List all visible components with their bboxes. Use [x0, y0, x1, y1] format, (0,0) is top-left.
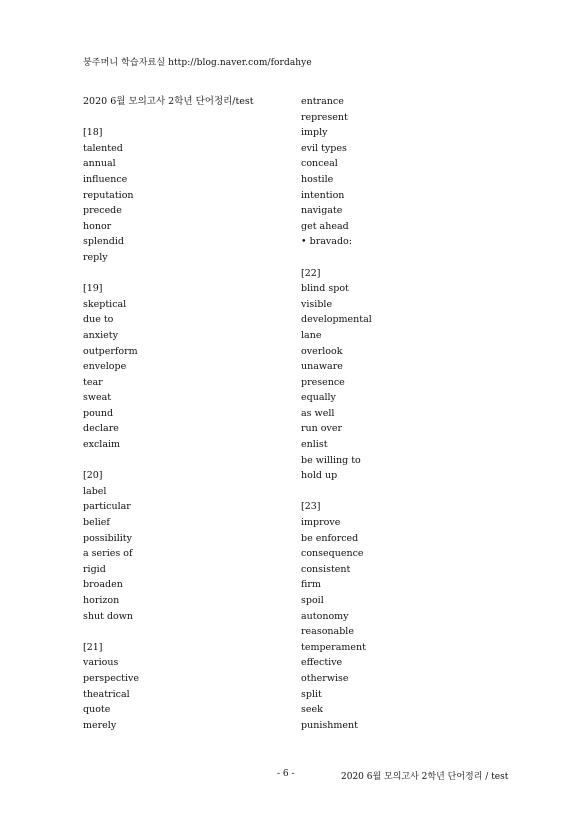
vocab-word: reply: [83, 251, 108, 263]
section-heading: [23]: [301, 501, 321, 513]
section-heading: [19]: [83, 283, 103, 295]
vocab-word: conceal: [301, 158, 338, 170]
vocab-word: reputation: [83, 189, 134, 201]
document-title: 2020 6월 모의고사 2학년 단어정리/test: [83, 96, 254, 107]
footer-page-number: - 6 -: [277, 769, 295, 779]
vocab-word: perspective: [83, 672, 139, 684]
vocab-word: honor: [83, 220, 112, 232]
vocab-word: merely: [83, 719, 117, 731]
vocab-word: presence: [301, 376, 345, 388]
vocab-word: enlist: [301, 439, 328, 451]
vocab-word: get ahead: [301, 220, 349, 232]
vocab-word: outperform: [83, 345, 138, 357]
vocab-word: intention: [301, 189, 345, 201]
spacer: [83, 266, 254, 282]
vocab-word: punishment: [301, 719, 358, 731]
section-heading: [20]: [83, 470, 103, 482]
left-column: [83, 94, 254, 733]
vocab-word: consistent: [301, 563, 351, 575]
vocab-word: equally: [301, 392, 336, 404]
vocab-word: declare: [83, 423, 119, 435]
vocab-word: anxiety: [83, 329, 118, 341]
spacer: [301, 484, 372, 500]
vocab-word: as well: [301, 407, 335, 419]
vocab-word: be enforced: [301, 532, 359, 544]
vocab-word: otherwise: [301, 672, 349, 684]
vocab-word: theatrical: [83, 688, 130, 700]
vocab-word: firm: [301, 579, 321, 591]
vocab-word: imply: [301, 127, 328, 139]
vocab-word: split: [301, 688, 322, 700]
vocab-word: skeptical: [83, 298, 127, 310]
vocab-word: unaware: [301, 361, 343, 373]
vocab-word: quote: [83, 704, 111, 716]
vocab-word: be willing to: [301, 454, 361, 466]
vocab-word: run over: [301, 423, 343, 435]
vocab-word: particular: [83, 501, 131, 513]
spacer: [83, 453, 254, 469]
vocab-word: lane: [301, 329, 322, 341]
spacer: [301, 250, 372, 266]
page-header: 붕주머니 학습자료실 http://blog.naver.com/fordahye: [83, 58, 312, 68]
vocab-word: spoil: [301, 595, 324, 606]
vocab-word: improve: [301, 517, 341, 529]
footer-title: 2020 6월 모의고사 2학년 단어정리 / test: [341, 772, 509, 782]
vocab-word: due to: [83, 314, 114, 326]
vocab-word: a series of: [83, 548, 133, 560]
vocab-word: broaden: [83, 579, 123, 591]
section-heading: [22]: [301, 267, 321, 279]
vocab-word: pound: [83, 407, 114, 419]
vocab-word: precede: [83, 205, 122, 217]
vocab-word: effective: [301, 657, 343, 669]
vocab-word: horizon: [83, 595, 120, 606]
vocab-word: navigate: [301, 205, 343, 217]
vocab-word: hold up: [301, 470, 338, 482]
right-column: [301, 94, 372, 733]
vocab-word: seek: [301, 704, 323, 716]
vocab-word: possibility: [83, 532, 132, 544]
vocab-word: evil types: [301, 142, 347, 154]
vocab-word: tear: [83, 376, 103, 388]
vocab-word: exclaim: [83, 439, 121, 451]
vocab-word: influence: [83, 173, 128, 185]
spacer: [83, 624, 254, 640]
vocab-word: label: [83, 485, 107, 497]
vocab-word: consequence: [301, 548, 364, 560]
vocab-word: sweat: [83, 392, 112, 404]
vocab-word: temperament: [301, 641, 366, 653]
vocab-word: shut down: [83, 610, 134, 622]
vocab-word: overlook: [301, 345, 343, 357]
vocab-word: • bravado:: [301, 236, 352, 248]
vocab-word: envelope: [83, 361, 127, 373]
section-heading: [21]: [83, 641, 103, 653]
spacer: [83, 110, 254, 126]
vocab-word: splendid: [83, 236, 124, 248]
vocab-word: reasonable: [301, 626, 354, 638]
vocab-word: hostile: [301, 173, 334, 185]
section-heading: [18]: [83, 127, 103, 139]
vocab-word: entrance: [301, 96, 344, 107]
vocab-word: blind spot: [301, 283, 349, 295]
vocab-word: represent: [301, 111, 348, 123]
vocab-word: rigid: [83, 563, 106, 575]
vocab-word: belief: [83, 517, 110, 529]
vocab-word: developmental: [301, 314, 372, 326]
vocab-word: autonomy: [301, 610, 349, 622]
vocab-word: various: [83, 657, 119, 669]
vocab-word: talented: [83, 142, 123, 154]
vocab-word: annual: [83, 158, 116, 170]
vocab-word: visible: [301, 298, 333, 310]
